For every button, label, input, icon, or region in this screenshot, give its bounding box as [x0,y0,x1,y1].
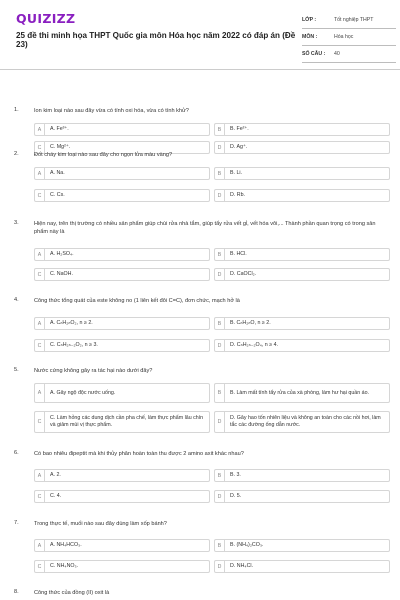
option-a[interactable] [34,317,210,330]
option-c[interactable] [34,490,210,503]
option-text: B. Làm mất tính tẩy rửa của xà phòng, làm hư hại quần áo. [230,389,370,396]
meta-label: LỚP : [302,17,317,23]
option-c[interactable] [34,411,210,433]
question-text: Ion kim loại nào sau đây vừa có tính oxi hóa, vừa có tính khử? [34,108,189,114]
question-text: Công thức tổng quát của este không no (1 liên kết đôi C=C), đơn chức, mạch hở là [34,298,240,304]
option-b[interactable] [214,469,390,482]
option-text: A. Gây ngộ độc nước uống. [50,389,116,396]
option-text: D. CaOCl₂. [230,271,257,277]
option-a[interactable] [34,123,210,136]
header-divider [0,69,400,70]
option-letter: C [35,491,45,502]
question-text: Trong thực tế, muối nào sau đây dùng làm xốp bánh? [34,521,167,527]
option-b[interactable] [214,248,390,261]
question-number: 7. [14,520,19,526]
question-number: 3. [14,220,19,226]
option-text: C. Mg²⁺. [50,144,71,150]
option-letter: A [35,124,45,135]
option-c[interactable] [34,339,210,352]
option-letter: A [35,470,45,481]
option-text: B. (NH₄)₂CO₃. [230,542,264,548]
option-text: B. Fe²⁺. [230,126,249,132]
question-text: Có bao nhiêu đipeptit mà khi thủy phân hoàn toàn thu được 2 amino axit khác nhau? [34,451,244,457]
meta-value: Hóa học [334,34,354,40]
option-text: A. H₂SO₄. [50,251,74,257]
question-text: Hiện nay, trên thị trường có nhiều sản phẩm giúp chùi rửa nhà tắm, giúp tẩy rửa vết gỉ, vết hóa vôi,... Thành phần quan trọng có trong sản phẩm này là [34,221,376,235]
question-text: Đốt cháy kim loại nào sau đây cho ngọn lửa màu vàng? [34,152,173,158]
option-text: D. NH₄Cl. [230,563,254,569]
option-d[interactable] [214,490,390,503]
question-text: Công thức của đồng (II) oxit là [34,590,110,596]
option-letter: B [215,384,225,402]
option-d[interactable] [214,560,390,573]
meta-label: MÔN : [302,34,318,40]
option-text: A. Na. [50,170,65,176]
option-d[interactable] [214,268,390,281]
option-letter: A [35,249,45,260]
option-letter: B [215,249,225,260]
worksheet-header [0,0,400,70]
option-d[interactable] [214,339,390,352]
option-d[interactable] [214,411,390,433]
meta-table [302,12,396,63]
option-text: C. 4. [50,493,62,499]
option-letter: D [215,561,225,572]
option-text: C. Làm hỏng các dung dịch cần pha chế, làm thực phẩm lâu chín và giảm mùi vị thực phẩm. [50,415,204,428]
option-text: D. Gây hao tốn nhiên liệu và không an toàn cho các nồi hơi, làm tắc các đường ống dẫn nước. [230,415,381,428]
option-b[interactable] [214,123,390,136]
option-letter: C [35,412,45,432]
option-d[interactable] [214,189,390,202]
option-a[interactable] [34,383,210,403]
meta-label: SỐ CÂU : [302,51,326,57]
option-letter: B [215,470,225,481]
option-a[interactable] [34,469,210,482]
option-letter: C [35,142,45,153]
option-b[interactable] [214,317,390,330]
option-letter: D [215,142,225,153]
option-text: D. Rb. [230,192,246,198]
option-letter: C [35,561,45,572]
option-letter: D [215,412,225,432]
option-text: A. CₙH₂ₙO₂, n ≥ 2. [50,320,93,326]
option-text: B. HCl. [230,251,247,257]
option-text: A. NH₄HCO₃. [50,542,82,548]
option-letter: D [215,491,225,502]
option-letter: A [35,540,45,551]
meta-row-count [302,46,396,63]
option-text: C. CₙH₂ₙ₋₂O₂, n ≥ 3. [50,342,98,348]
option-letter: A [35,168,45,179]
question-number: 2. [14,151,19,157]
option-letter: A [35,318,45,329]
meta-row-subject [302,29,396,46]
option-text: C. NH₄NO₃. [50,563,79,569]
option-b[interactable] [214,167,390,180]
question-number: 8. [14,589,19,595]
option-letter: D [215,269,225,280]
option-letter: C [35,269,45,280]
option-letter: D [215,190,225,201]
option-a[interactable] [34,248,210,261]
option-letter: D [215,340,225,351]
option-letter: B [215,124,225,135]
option-c[interactable] [34,560,210,573]
option-letter: C [35,340,45,351]
option-c[interactable] [34,189,210,202]
option-a[interactable] [34,539,210,552]
meta-value: Tốt nghiệp THPT [334,17,374,23]
question-number: 5. [14,367,19,373]
option-text: B. 3. [230,472,241,478]
option-text: C. NaOH. [50,271,73,277]
question-number: 1. [14,107,19,113]
option-a[interactable] [34,167,210,180]
question-number: 4. [14,297,19,303]
option-text: B. Li. [230,170,243,176]
option-text: C. Cs. [50,192,65,198]
quizizz-logo: QUIZIZZ [16,11,76,26]
question-number: 6. [14,450,19,456]
option-letter: B [215,168,225,179]
meta-row-class [302,12,396,29]
option-letter: A [35,384,45,402]
option-letter: C [35,190,45,201]
option-text: D. CₙH₂ₙ₋₂O₄, n ≥ 4. [230,342,278,348]
option-text: B. CₙH₂ₙO, n ≥ 2. [230,320,271,326]
option-text: A. Fe³⁺. [50,126,69,132]
option-letter: B [215,318,225,329]
question-text: Nước cứng không gây ra tác hại nào dưới đây? [34,368,153,374]
document-title: 25 đề thi minh họa THPT Quốc gia môn Hóa học năm 2022 có đáp án (Đề 23) [16,31,296,49]
option-text: D. Ag⁺. [230,144,248,150]
option-b[interactable] [214,539,390,552]
option-text: A. 2. [50,472,61,478]
option-letter: B [215,540,225,551]
option-c[interactable] [34,268,210,281]
option-text: D. 5. [230,493,242,499]
meta-value: 40 [334,51,340,57]
option-b[interactable] [214,383,390,403]
